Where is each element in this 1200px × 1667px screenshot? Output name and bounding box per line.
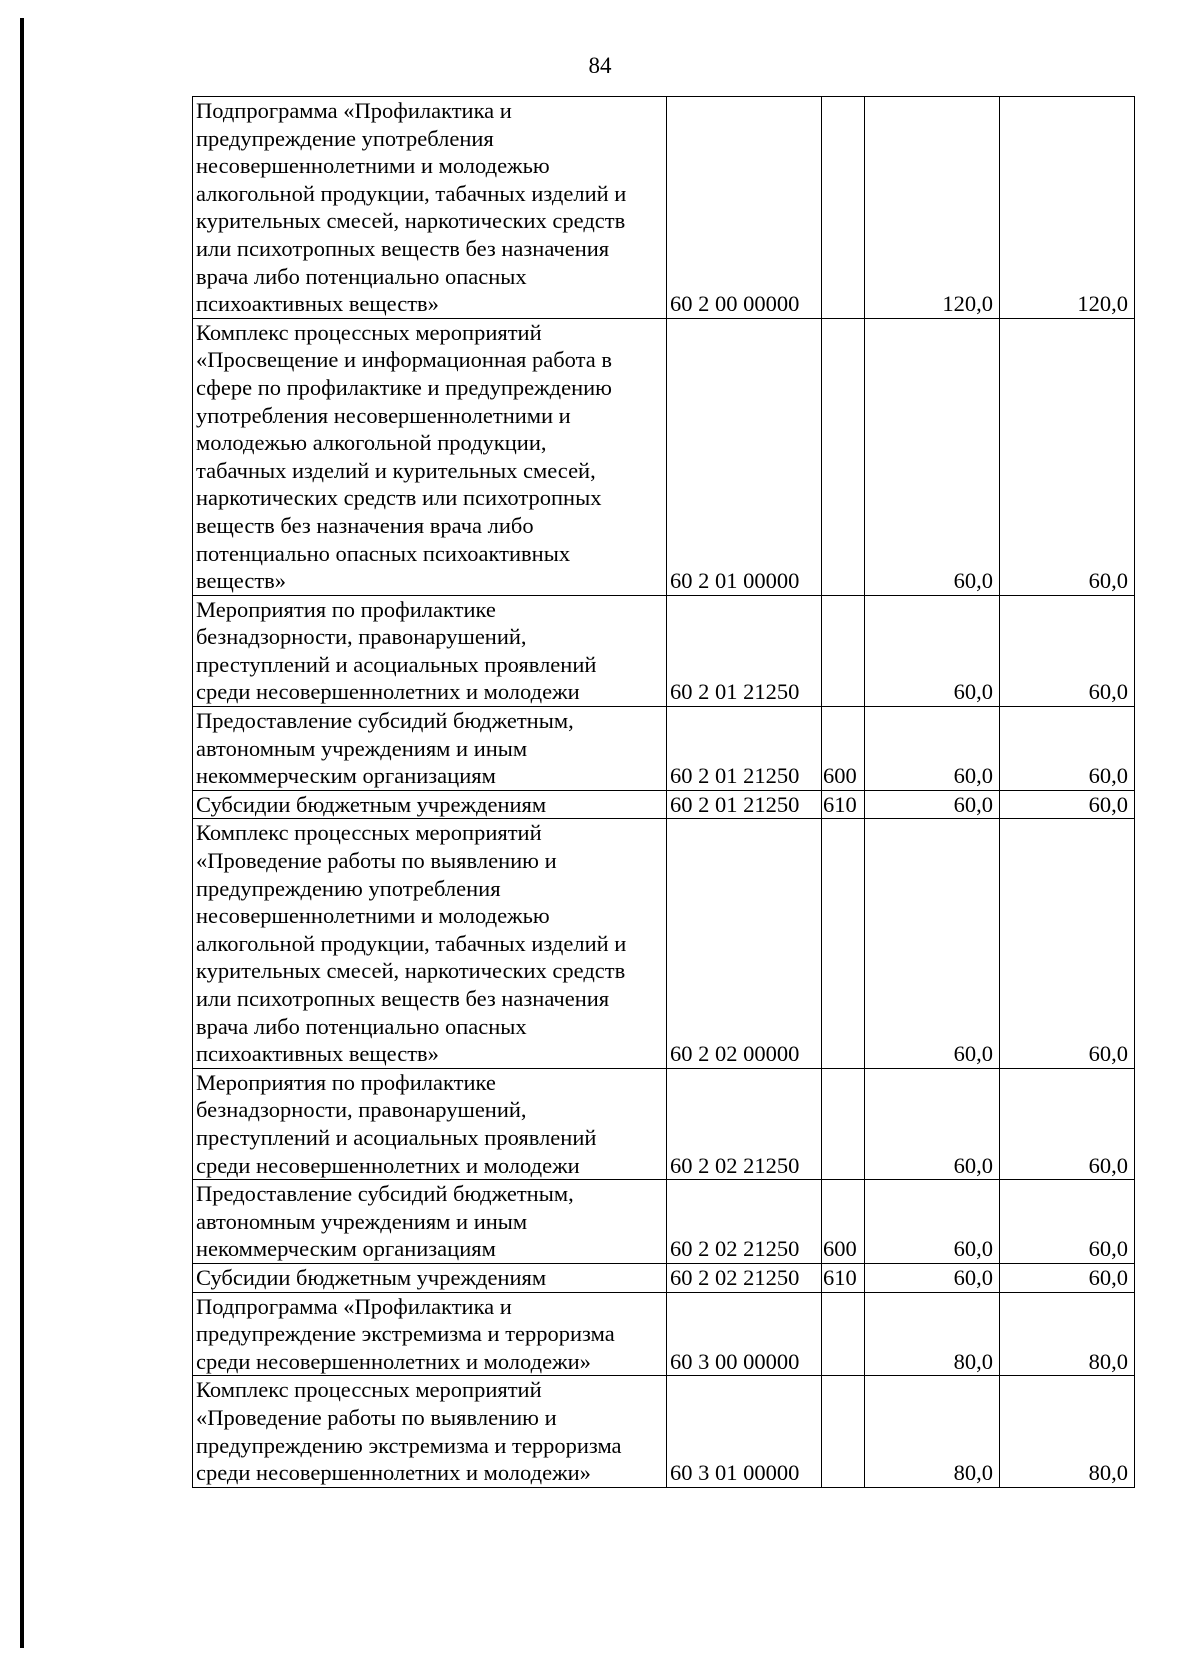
amount-cell-1: 60,0: [865, 707, 1000, 791]
expense-type-cell: 610: [822, 790, 865, 819]
row-name-line: или психотропных веществ без назначения: [196, 986, 610, 1011]
row-name-line: курительных смесей, наркотических средств: [196, 958, 626, 984]
target-article-code-cell: 60 2 00 00000: [667, 97, 822, 319]
amount-cell-1: 60,0: [865, 318, 1000, 595]
row-name-cell: [193, 1263, 667, 1292]
row-name-line: врача либо потенциально опасных: [196, 263, 527, 289]
amount-cell-2: 60,0: [1000, 1068, 1135, 1179]
row-name-line: несовершеннолетними и молодежью: [196, 153, 550, 179]
amount-cell-2: 60,0: [1000, 819, 1135, 1068]
row-name-line: курительных смесей, наркотических средств: [196, 208, 626, 234]
row-name-line: табачных изделий и курительных смесей,: [196, 457, 596, 483]
row-name-line: Подпрограмма «Профилактика и: [196, 1293, 512, 1319]
row-name-cell: [193, 1292, 667, 1376]
amount-cell-2: 120,0: [1000, 97, 1135, 319]
row-name-line: или психотропных веществ без назначения: [196, 235, 610, 261]
table-row: [193, 1376, 1135, 1487]
target-article-code-cell: 60 2 02 21250: [667, 1180, 822, 1264]
target-article-code-cell: 60 3 01 00000: [667, 1376, 822, 1487]
row-name-line: Подпрограмма «Профилактика и: [196, 98, 512, 123]
table-row: [193, 595, 1135, 706]
row-name-cell: [193, 790, 667, 819]
row-name-line: врача либо потенциально опасных: [196, 1013, 527, 1039]
row-name-cell: [193, 1068, 667, 1179]
row-name-line: Комплекс процессных мероприятий: [196, 1377, 542, 1403]
amount-cell-2: 60,0: [1000, 790, 1135, 819]
expense-type-cell: [822, 595, 865, 706]
row-name-line: среди несовершеннолетних и молодежи»: [196, 1460, 591, 1486]
amount-cell-2: 80,0: [1000, 1376, 1135, 1487]
amount-cell-1: 60,0: [865, 1180, 1000, 1264]
target-article-code-cell: 60 2 01 21250: [667, 790, 822, 819]
amount-cell-1: 120,0: [865, 97, 1000, 319]
expense-type-cell: [822, 819, 865, 1068]
table-row: [193, 318, 1135, 595]
row-name-line: среди несовершеннолетних и молодежи: [196, 1152, 580, 1178]
row-name-line: предупреждению употребления: [196, 875, 501, 901]
row-name-line: потенциально опасных психоактивных: [196, 540, 571, 566]
target-article-code-cell: 60 2 01 21250: [667, 707, 822, 791]
row-name-line: «Проведение работы по выявлению и: [196, 1404, 557, 1430]
row-name-line: Предоставление субсидий бюджетным,: [196, 708, 574, 734]
table-row: [193, 790, 1135, 819]
row-name-line: психоактивных веществ»: [196, 291, 439, 317]
row-name-line: автономным учреждениям и иным: [196, 1208, 528, 1234]
target-article-code-cell: 60 2 02 00000: [667, 819, 822, 1068]
row-name-cell: [193, 1376, 667, 1487]
amount-cell-2: 60,0: [1000, 1180, 1135, 1264]
target-article-code-cell: 60 3 00 00000: [667, 1292, 822, 1376]
row-name-line: молодежью алкогольной продукции,: [196, 430, 547, 456]
row-name-line: веществ»: [196, 568, 287, 594]
row-name-line: Комплекс процессных мероприятий: [196, 319, 542, 345]
row-name-line: предупреждению экстремизма и терроризма: [196, 1432, 622, 1458]
row-name-line: среди несовершеннолетних и молодежи: [196, 679, 580, 705]
row-name-line: Мероприятия по профилактике: [196, 1069, 496, 1095]
target-article-code-cell: 60 2 01 21250: [667, 595, 822, 706]
row-name-cell: [193, 97, 667, 319]
row-name-line: «Проведение работы по выявлению и: [196, 848, 557, 874]
row-name-cell: [193, 1180, 667, 1264]
expense-type-cell: 600: [822, 1180, 865, 1264]
row-name-line: наркотических средств или психотропных: [196, 485, 602, 511]
row-name-line: безнадзорности, правонарушений,: [196, 624, 527, 650]
row-name-line: Комплекс процессных мероприятий: [196, 820, 542, 846]
table-row: [193, 97, 1135, 319]
row-name-line: алкогольной продукции, табачных изделий и: [196, 930, 627, 956]
amount-cell-1: 60,0: [865, 595, 1000, 706]
row-name-line: некоммерческим организациям: [196, 1236, 496, 1262]
row-name-line: автономным учреждениям и иным: [196, 735, 528, 761]
row-name-line: предупреждение экстремизма и терроризма: [196, 1321, 615, 1347]
row-name-cell: [193, 318, 667, 595]
scan-edge-line: [20, 18, 24, 1648]
row-name-line: некоммерческим организациям: [196, 763, 496, 789]
amount-cell-2: 60,0: [1000, 318, 1135, 595]
row-name-line: преступлений и асоциальных проявлений: [196, 651, 597, 677]
row-name-line: Субсидии бюджетным учреждениям: [196, 1264, 547, 1290]
amount-cell-2: 80,0: [1000, 1292, 1135, 1376]
amount-cell-2: 60,0: [1000, 1263, 1135, 1292]
amount-cell-1: 60,0: [865, 790, 1000, 819]
row-name-line: предупреждение употребления: [196, 125, 494, 151]
budget-table: [192, 96, 1135, 1488]
table-row: [193, 1292, 1135, 1376]
amount-cell-1: 80,0: [865, 1292, 1000, 1376]
row-name-line: алкогольной продукции, табачных изделий и: [196, 180, 627, 206]
table-row: [193, 819, 1135, 1068]
row-name-line: Мероприятия по профилактике: [196, 596, 496, 622]
expense-type-cell: 610: [822, 1263, 865, 1292]
row-name-line: несовершеннолетними и молодежью: [196, 903, 550, 929]
expense-type-cell: [822, 318, 865, 595]
amount-cell-1: 60,0: [865, 1263, 1000, 1292]
expense-type-cell: [822, 1292, 865, 1376]
row-name-line: преступлений и асоциальных проявлений: [196, 1124, 597, 1150]
amount-cell-2: 60,0: [1000, 707, 1135, 791]
page-number: 84: [588, 53, 612, 78]
row-name-line: Субсидии бюджетным учреждениям: [196, 791, 547, 817]
target-article-code-cell: 60 2 02 21250: [667, 1068, 822, 1179]
row-name-cell: [193, 595, 667, 706]
budget-table-body: [193, 97, 1135, 1488]
expense-type-cell: [822, 97, 865, 319]
expense-type-cell: [822, 1068, 865, 1179]
row-name-line: употребления несовершеннолетними и: [196, 402, 571, 428]
amount-cell-1: 60,0: [865, 1068, 1000, 1179]
table-row: [193, 1263, 1135, 1292]
table-row: [193, 1068, 1135, 1179]
amount-cell-1: 60,0: [865, 819, 1000, 1068]
target-article-code-cell: 60 2 01 00000: [667, 318, 822, 595]
amount-cell-1: 80,0: [865, 1376, 1000, 1487]
row-name-cell: [193, 819, 667, 1068]
row-name-cell: [193, 707, 667, 791]
row-name-line: «Просвещение и информационная работа в: [196, 347, 612, 373]
row-name-line: безнадзорности, правонарушений,: [196, 1097, 527, 1123]
table-row: [193, 1180, 1135, 1264]
expense-type-cell: 600: [822, 707, 865, 791]
table-row: [193, 707, 1135, 791]
row-name-line: психоактивных веществ»: [196, 1041, 439, 1067]
amount-cell-2: 60,0: [1000, 595, 1135, 706]
row-name-line: Предоставление субсидий бюджетным,: [196, 1181, 574, 1207]
expense-type-cell: [822, 1376, 865, 1487]
target-article-code-cell: 60 2 02 21250: [667, 1263, 822, 1292]
row-name-line: среди несовершеннолетних и молодежи»: [196, 1348, 591, 1374]
row-name-line: веществ без назначения врача либо: [196, 512, 534, 538]
row-name-line: сфере по профилактике и предупреждению: [196, 374, 612, 400]
